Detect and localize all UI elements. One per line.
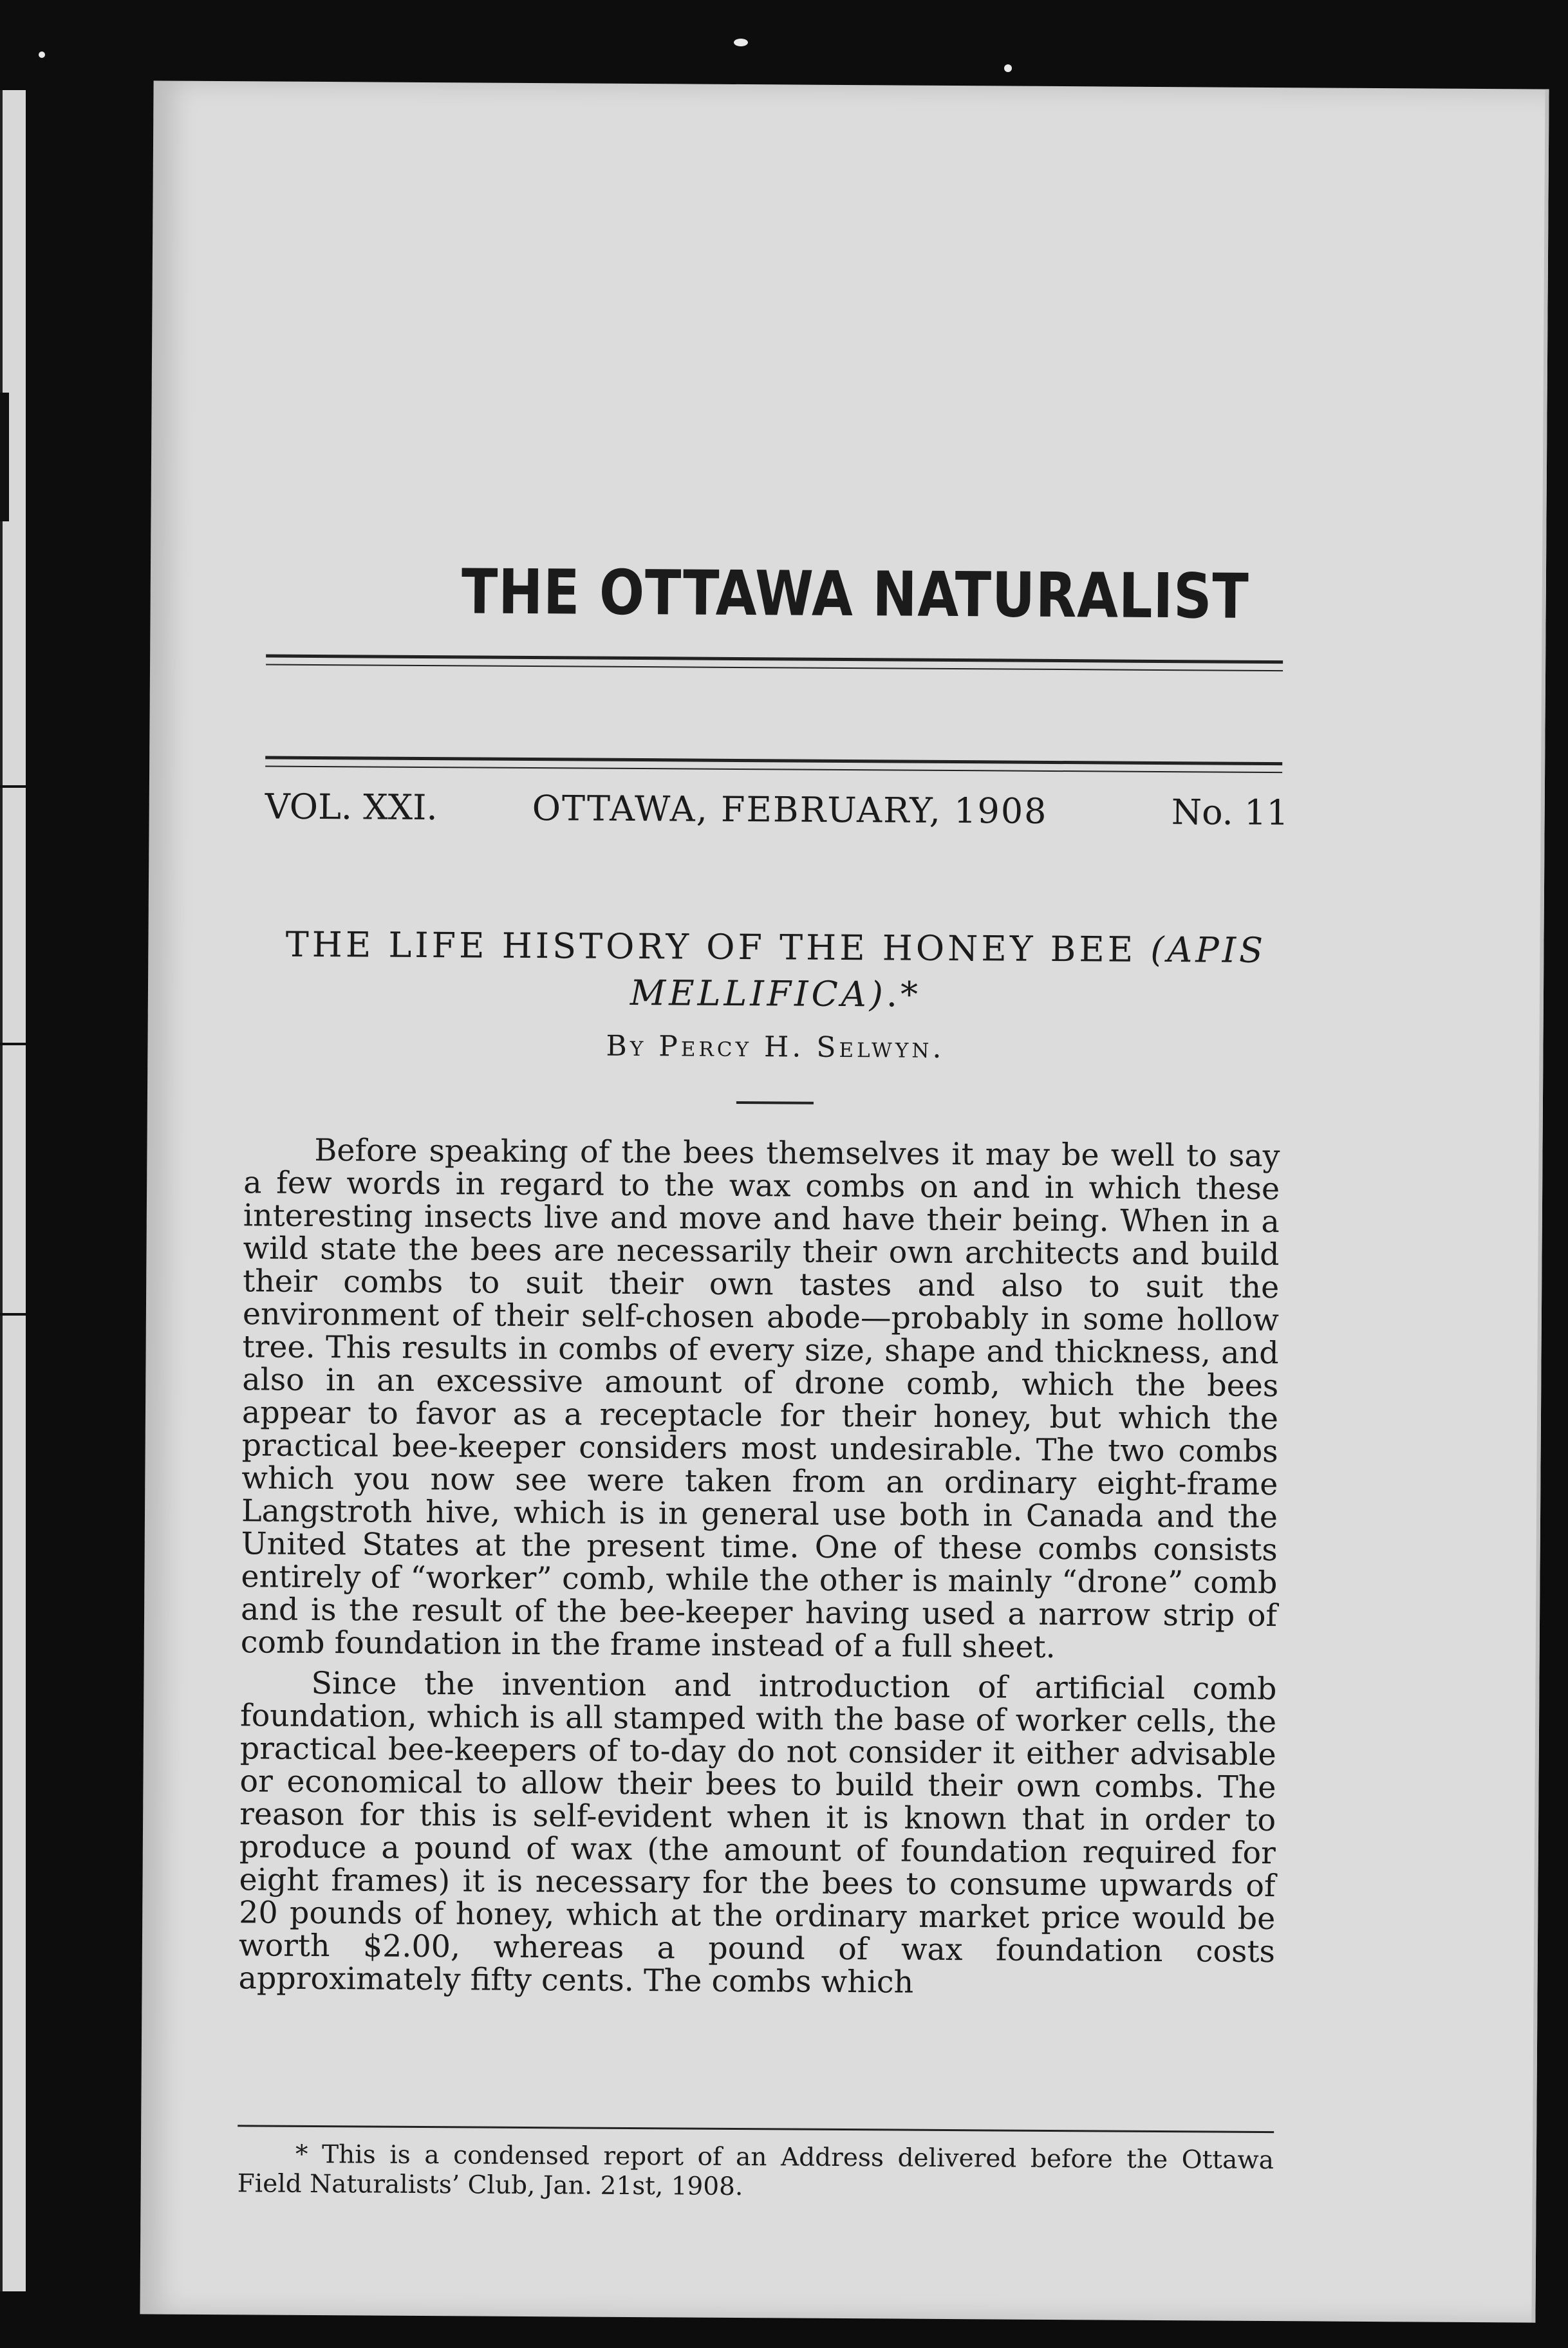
article-title-main: THE LIFE HISTORY OF THE HONEY BEE [285, 924, 1137, 970]
volume-label: VOL. XXI. [265, 786, 438, 828]
issue-number: No. 11 [1171, 792, 1289, 834]
byline-rule [736, 1101, 814, 1104]
paragraph: Since the invention and introduction of artificial comb foundation, which is all stamped with the base of worker cells, the practical bee-keepers of to-day do not consider it either advisable or economical to allow their bees to build their own combs. The reason for this is self-evident when it is known that in order to produce a pound of wax (the amount of foundation required for eight frames) it is necessary for the bees to consume upwards of 20 pounds of honey, which at the ordinary market price would be worth $2.00, whereas a pound of wax foundation costs approximately fifty cents. The combs which [238, 1665, 1277, 2000]
place-date: OTTAWA, FEBRUARY, 1908 [532, 788, 1048, 832]
issue-rule-b [265, 765, 1282, 773]
issue-rule-a [265, 756, 1282, 765]
scan-dust [1004, 64, 1012, 72]
journal-page [140, 80, 1549, 2322]
adjacent-page-edge [0, 90, 26, 2291]
footnote: * This is a condensed report of an Address delivered before the Ottawa Field Naturalists’ Club, Jan. 21st, 1908. [237, 2139, 1274, 2202]
article-title-mark: .* [886, 974, 922, 1015]
partial-rule [0, 1313, 26, 1316]
article-title [264, 921, 1288, 1020]
issue-line [265, 786, 1288, 844]
page-right-edge [1531, 89, 1549, 2323]
article-title-latin: (APIS MELLIFICA) [630, 929, 1267, 1015]
scan-dust [39, 51, 45, 58]
masthead-rule-top [266, 654, 1283, 664]
scan-dust [734, 39, 748, 46]
journal-title: THE OTTAWA NATURALIST [461, 555, 1249, 633]
article-body [238, 1133, 1280, 2009]
partial-rule [0, 785, 26, 788]
masthead-rule-top-thin [266, 664, 1283, 671]
partial-glyph [0, 393, 9, 521]
footnote-rule [238, 2125, 1274, 2133]
article-byline: By Percy H. Selwyn. [606, 1029, 945, 1065]
paragraph: Before speaking of the bees themselves it may be well to say a few words in regard to the wax combs on and in which these interesting insects live and move and have their being. When in a wild state the bees are necessarily their own architects and build their combs to suit their own tastes and also to suit the environment of their self-chosen abode—probably in some hollow tree. This results in combs of every size, shape and thickness, and also in an excessive amount of drone comb, which the bees appear to favor as a receptacle for their honey, but which the practical bee-keeper considers most undesirable. The two combs which you now see were taken from an ordinary eight-frame Langstroth hive, which is in general use both in Canada and the United States at the present time. One of these combs consists entirely of “worker” comb, while the other is mainly “drone” comb and is the result of the bee-keeper having used a narrow strip of comb foundation in the frame instead of a full sheet. [240, 1132, 1280, 1666]
partial-rule [0, 1043, 26, 1045]
